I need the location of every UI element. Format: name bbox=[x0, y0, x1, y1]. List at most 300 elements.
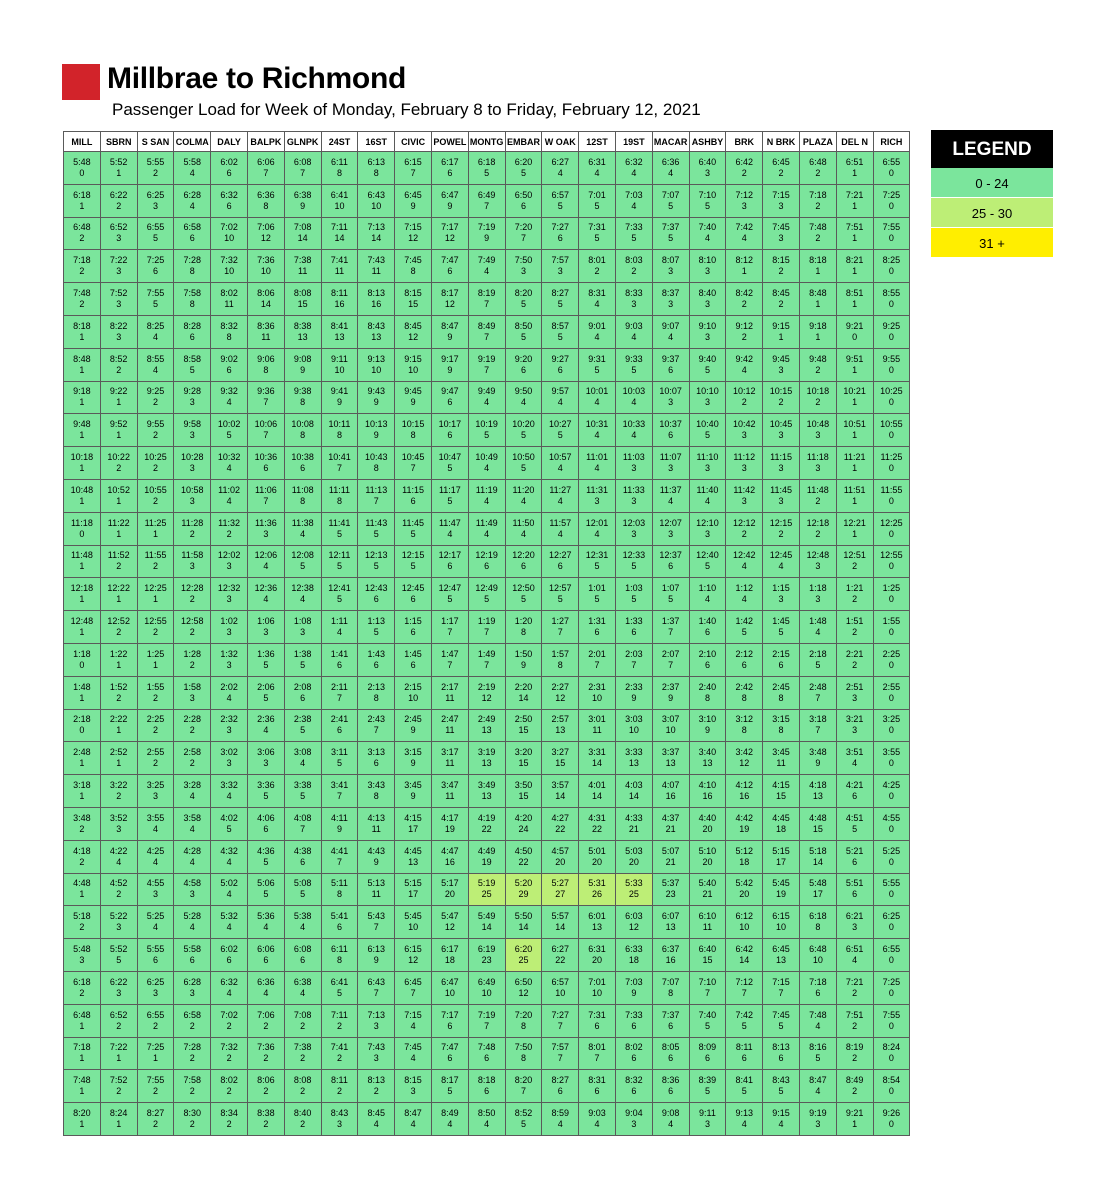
passenger-load: 3 bbox=[520, 266, 526, 277]
passenger-load: 4 bbox=[226, 397, 232, 408]
load-cell bbox=[689, 873, 726, 906]
passenger-load: 7 bbox=[631, 659, 637, 670]
passenger-load: 2 bbox=[152, 430, 158, 441]
load-cell bbox=[468, 873, 505, 906]
load-cell bbox=[726, 906, 763, 939]
passenger-load: 6 bbox=[815, 987, 821, 998]
load-cell bbox=[431, 479, 468, 512]
passenger-load: 6 bbox=[410, 594, 416, 605]
load-cell bbox=[64, 315, 101, 348]
load-cell bbox=[358, 414, 395, 447]
passenger-load: 4 bbox=[410, 1020, 416, 1031]
load-cell bbox=[799, 1103, 836, 1136]
load-cell bbox=[211, 512, 248, 545]
load-cell bbox=[689, 283, 726, 316]
departure-time: 7:15 bbox=[404, 222, 422, 233]
load-cell bbox=[579, 676, 616, 709]
departure-time: 7:55 bbox=[146, 1075, 165, 1086]
load-cell bbox=[505, 512, 542, 545]
passenger-load: 2 bbox=[226, 528, 232, 539]
passenger-load: 6 bbox=[668, 1053, 674, 1064]
load-cell bbox=[799, 676, 836, 709]
departure-time: 6:49 bbox=[477, 189, 496, 200]
passenger-load: 0 bbox=[888, 627, 894, 638]
departure-time: 4:57 bbox=[551, 845, 570, 856]
passenger-load: 7 bbox=[815, 725, 821, 736]
load-cell bbox=[689, 1004, 726, 1037]
passenger-load: 6 bbox=[152, 266, 158, 277]
passenger-load: 4 bbox=[226, 922, 232, 933]
load-cell bbox=[395, 709, 432, 742]
departure-time: 1:37 bbox=[661, 616, 680, 627]
departure-time: 1:43 bbox=[367, 648, 386, 659]
passenger-load: 5 bbox=[336, 561, 342, 572]
departure-time: 11:38 bbox=[291, 517, 314, 528]
departure-time: 5:21 bbox=[845, 845, 864, 856]
departure-time: 8:31 bbox=[588, 1075, 606, 1086]
departure-time: 1:27 bbox=[551, 616, 570, 627]
load-cell bbox=[358, 315, 395, 348]
load-cell bbox=[873, 643, 910, 676]
trip-row bbox=[64, 676, 910, 709]
load-cell bbox=[873, 1004, 910, 1037]
load-cell bbox=[174, 971, 211, 1004]
departure-time: 3:19 bbox=[477, 747, 496, 758]
passenger-load: 2 bbox=[300, 1020, 306, 1031]
passenger-load: 8 bbox=[226, 331, 232, 342]
load-cell bbox=[395, 643, 432, 676]
load-cell bbox=[358, 545, 395, 578]
passenger-load: 2 bbox=[79, 266, 85, 277]
passenger-load: 5 bbox=[484, 594, 490, 605]
departure-time: 10:17 bbox=[438, 419, 462, 430]
passenger-load: 7 bbox=[778, 987, 784, 998]
departure-time: 7:55 bbox=[882, 222, 901, 233]
load-cell bbox=[505, 152, 542, 185]
departure-time: 7:51 bbox=[845, 1009, 864, 1020]
departure-time: 8:06 bbox=[257, 1075, 275, 1086]
departure-time: 5:37 bbox=[661, 878, 680, 889]
departure-time: 4:21 bbox=[845, 780, 864, 791]
departure-time: 9:36 bbox=[257, 386, 275, 397]
departure-time: 3:03 bbox=[625, 714, 643, 725]
load-cell bbox=[174, 152, 211, 185]
load-cell bbox=[137, 1103, 174, 1136]
load-cell bbox=[100, 217, 137, 250]
departure-time: 1:01 bbox=[588, 583, 606, 594]
passenger-load: 0 bbox=[888, 528, 894, 539]
departure-time: 9:06 bbox=[257, 353, 275, 364]
station-header: CIVIC bbox=[395, 132, 432, 152]
passenger-load: 4 bbox=[741, 594, 747, 605]
load-cell bbox=[468, 840, 505, 873]
departure-time: 6:33 bbox=[625, 944, 643, 955]
passenger-load: 12 bbox=[408, 233, 419, 244]
passenger-load: 3 bbox=[116, 233, 122, 244]
load-cell bbox=[284, 578, 321, 611]
departure-time: 8:15 bbox=[404, 1075, 422, 1086]
passenger-load: 4 bbox=[373, 1119, 379, 1129]
departure-time: 6:32 bbox=[220, 189, 238, 200]
departure-time: 10:47 bbox=[438, 452, 462, 463]
passenger-load: 13 bbox=[665, 922, 676, 933]
departure-time: 7:48 bbox=[73, 1075, 91, 1086]
passenger-load: 5 bbox=[373, 627, 379, 638]
load-cell bbox=[615, 643, 652, 676]
load-cell bbox=[211, 939, 248, 972]
load-cell bbox=[431, 1004, 468, 1037]
departure-time: 9:31 bbox=[588, 353, 606, 364]
passenger-load: 4 bbox=[189, 823, 195, 834]
load-cell bbox=[579, 840, 616, 873]
departure-time: 7:28 bbox=[183, 1042, 202, 1053]
passenger-load: 4 bbox=[447, 1119, 453, 1129]
passenger-load: 6 bbox=[336, 659, 342, 670]
load-cell bbox=[284, 840, 321, 873]
passenger-load: 14 bbox=[481, 922, 492, 933]
departure-time: 3:40 bbox=[698, 747, 717, 758]
departure-time: 8:15 bbox=[772, 255, 790, 266]
load-cell bbox=[763, 184, 800, 217]
load-cell bbox=[64, 545, 101, 578]
passenger-load: 7 bbox=[557, 1053, 563, 1064]
passenger-load: 4 bbox=[778, 1119, 784, 1129]
passenger-load: 2 bbox=[852, 1020, 858, 1031]
passenger-load: 4 bbox=[226, 856, 232, 867]
passenger-load: 14 bbox=[518, 692, 529, 703]
load-cell bbox=[579, 250, 616, 283]
load-cell bbox=[358, 873, 395, 906]
load-cell bbox=[505, 611, 542, 644]
load-cell bbox=[431, 217, 468, 250]
departure-time: 4:13 bbox=[367, 812, 386, 823]
passenger-load: 9 bbox=[410, 758, 416, 769]
load-cell bbox=[64, 676, 101, 709]
load-cell bbox=[431, 512, 468, 545]
passenger-load: 12 bbox=[628, 922, 639, 933]
departure-time: 10:38 bbox=[291, 452, 314, 463]
passenger-load: 5 bbox=[373, 528, 379, 539]
departure-time: 8:02 bbox=[220, 288, 238, 299]
load-cell bbox=[873, 742, 910, 775]
passenger-load: 5 bbox=[520, 463, 526, 474]
passenger-load: 0 bbox=[79, 167, 85, 178]
trip-row bbox=[64, 447, 910, 480]
departure-time: 11:58 bbox=[181, 550, 204, 561]
passenger-load: 2 bbox=[778, 397, 784, 408]
passenger-load: 0 bbox=[888, 889, 894, 900]
load-cell bbox=[395, 1004, 432, 1037]
departure-time: 11:07 bbox=[659, 452, 682, 463]
departure-time: 6:40 bbox=[698, 944, 717, 955]
load-cell bbox=[100, 479, 137, 512]
passenger-load: 2 bbox=[778, 167, 784, 178]
passenger-load: 15 bbox=[812, 823, 823, 834]
departure-time: 11:37 bbox=[659, 484, 682, 495]
load-cell bbox=[505, 939, 542, 972]
departure-time: 8:32 bbox=[220, 320, 238, 331]
passenger-load: 5 bbox=[447, 594, 453, 605]
departure-time: 12:02 bbox=[217, 550, 241, 561]
passenger-load: 6 bbox=[447, 561, 453, 572]
departure-time: 2:03 bbox=[625, 648, 643, 659]
departure-time: 1:15 bbox=[772, 583, 790, 594]
departure-time: 10:11 bbox=[328, 419, 351, 430]
load-cell bbox=[873, 152, 910, 185]
passenger-load: 20 bbox=[444, 889, 455, 900]
departure-time: 10:22 bbox=[107, 452, 130, 463]
load-cell bbox=[321, 545, 358, 578]
passenger-load: 9 bbox=[373, 856, 379, 867]
trip-row bbox=[64, 545, 910, 578]
load-cell bbox=[64, 971, 101, 1004]
load-cell bbox=[726, 840, 763, 873]
passenger-load: 2 bbox=[815, 495, 821, 506]
trip-row bbox=[64, 611, 910, 644]
departure-time: 8:18 bbox=[809, 255, 827, 266]
load-cell bbox=[542, 709, 579, 742]
departure-time: 7:06 bbox=[257, 1009, 275, 1020]
passenger-load: 14 bbox=[297, 233, 308, 244]
passenger-load: 5 bbox=[704, 1020, 710, 1031]
load-cell bbox=[211, 709, 248, 742]
departure-time: 9:40 bbox=[698, 353, 717, 364]
passenger-load: 1 bbox=[116, 594, 122, 605]
load-cell bbox=[137, 971, 174, 1004]
load-cell bbox=[726, 1037, 763, 1070]
passenger-load: 2 bbox=[741, 299, 747, 310]
load-cell bbox=[763, 611, 800, 644]
passenger-load: 4 bbox=[557, 463, 563, 474]
load-cell bbox=[615, 545, 652, 578]
passenger-load: 6 bbox=[631, 627, 637, 638]
load-cell bbox=[726, 283, 763, 316]
departure-time: 8:22 bbox=[109, 320, 128, 331]
load-cell bbox=[579, 414, 616, 447]
departure-time: 7:28 bbox=[183, 255, 202, 266]
departure-time: 8:54 bbox=[882, 1075, 901, 1086]
passenger-load: 1 bbox=[79, 561, 85, 572]
passenger-load: 7 bbox=[484, 200, 490, 211]
passenger-load: 4 bbox=[668, 167, 674, 178]
departure-time: 8:18 bbox=[477, 1075, 496, 1086]
load-cell bbox=[542, 971, 579, 1004]
passenger-load: 7 bbox=[263, 167, 269, 178]
passenger-load: 1 bbox=[815, 331, 821, 342]
departure-time: 6:11 bbox=[331, 156, 348, 167]
passenger-load: 7 bbox=[410, 987, 416, 998]
load-cell bbox=[100, 939, 137, 972]
departure-time: 3:41 bbox=[330, 780, 349, 791]
passenger-load: 9 bbox=[336, 823, 342, 834]
passenger-load: 4 bbox=[631, 167, 637, 178]
load-cell bbox=[321, 283, 358, 316]
trip-row bbox=[64, 807, 910, 840]
passenger-load: 2 bbox=[226, 1020, 232, 1031]
departure-time: 2:50 bbox=[514, 714, 533, 725]
load-cell bbox=[799, 348, 836, 381]
departure-time: 8:20 bbox=[514, 288, 533, 299]
departure-time: 6:51 bbox=[845, 944, 864, 955]
load-cell bbox=[468, 315, 505, 348]
passenger-load: 15 bbox=[518, 725, 529, 736]
station-header: MONTG bbox=[468, 132, 505, 152]
load-cell bbox=[836, 939, 873, 972]
departure-time: 2:28 bbox=[183, 714, 202, 725]
departure-time: 10:01 bbox=[585, 386, 609, 397]
passenger-load: 0 bbox=[888, 856, 894, 867]
departure-time: 9:08 bbox=[293, 353, 312, 364]
load-cell bbox=[873, 1037, 910, 1070]
passenger-load: 3 bbox=[852, 725, 858, 736]
load-cell bbox=[247, 775, 284, 808]
load-cell bbox=[652, 512, 689, 545]
passenger-load: 4 bbox=[484, 463, 490, 474]
passenger-load: 9 bbox=[447, 364, 453, 375]
load-cell bbox=[505, 315, 542, 348]
load-cell bbox=[615, 840, 652, 873]
passenger-load: 16 bbox=[739, 791, 750, 802]
departure-time: 2:02 bbox=[220, 681, 238, 692]
departure-time: 11:06 bbox=[254, 484, 277, 495]
departure-time: 3:55 bbox=[146, 812, 165, 823]
load-cell bbox=[615, 742, 652, 775]
load-cell bbox=[358, 643, 395, 676]
passenger-load: 4 bbox=[594, 1119, 600, 1129]
passenger-load: 4 bbox=[594, 167, 600, 178]
passenger-load: 8 bbox=[189, 299, 195, 310]
load-cell bbox=[174, 1004, 211, 1037]
load-cell bbox=[652, 643, 689, 676]
departure-time: 12:06 bbox=[254, 550, 278, 561]
load-cell bbox=[321, 1070, 358, 1103]
passenger-load: 8 bbox=[704, 692, 710, 703]
departure-time: 1:52 bbox=[109, 681, 128, 692]
passenger-load: 1 bbox=[152, 594, 158, 605]
departure-time: 12:45 bbox=[769, 550, 793, 561]
passenger-load: 7 bbox=[520, 233, 526, 244]
passenger-load: 11 bbox=[445, 791, 455, 802]
passenger-load: 11 bbox=[371, 889, 381, 900]
station-header: S SAN bbox=[137, 132, 174, 152]
passenger-load: 6 bbox=[852, 791, 858, 802]
departure-time: 4:50 bbox=[514, 845, 533, 856]
departure-time: 6:45 bbox=[404, 189, 422, 200]
passenger-load: 7 bbox=[336, 856, 342, 867]
station-header: COLMA bbox=[174, 132, 211, 152]
load-cell bbox=[395, 414, 432, 447]
passenger-load: 0 bbox=[888, 758, 894, 769]
load-cell bbox=[247, 807, 284, 840]
load-cell bbox=[247, 283, 284, 316]
passenger-load: 6 bbox=[300, 955, 306, 966]
passenger-load: 5 bbox=[741, 1020, 747, 1031]
passenger-load: 6 bbox=[557, 364, 563, 375]
departure-time: 11:43 bbox=[365, 517, 388, 528]
load-cell bbox=[799, 611, 836, 644]
passenger-load: 10 bbox=[224, 233, 235, 244]
departure-time: 8:48 bbox=[73, 353, 91, 364]
trip-row bbox=[64, 414, 910, 447]
load-cell bbox=[395, 742, 432, 775]
passenger-load: 2 bbox=[852, 627, 858, 638]
departure-time: 7:38 bbox=[293, 255, 312, 266]
load-cell bbox=[358, 1103, 395, 1136]
load-cell bbox=[137, 381, 174, 414]
passenger-load: 12 bbox=[444, 922, 455, 933]
load-cell bbox=[689, 676, 726, 709]
load-cell bbox=[689, 217, 726, 250]
trip-row bbox=[64, 906, 910, 939]
trip-row bbox=[64, 939, 910, 972]
passenger-load: 1 bbox=[79, 758, 85, 769]
load-cell bbox=[615, 315, 652, 348]
passenger-load: 3 bbox=[594, 495, 600, 506]
departure-time: 6:50 bbox=[514, 976, 533, 987]
passenger-load: 6 bbox=[557, 1086, 563, 1097]
passenger-load: 6 bbox=[373, 594, 379, 605]
passenger-load: 1 bbox=[116, 1119, 122, 1129]
load-cell bbox=[689, 939, 726, 972]
departure-time: 8:08 bbox=[293, 288, 312, 299]
load-cell bbox=[100, 676, 137, 709]
load-cell bbox=[468, 807, 505, 840]
passenger-load: 1 bbox=[79, 1119, 85, 1129]
load-cell bbox=[652, 217, 689, 250]
passenger-load: 4 bbox=[300, 922, 306, 933]
departure-time: 7:36 bbox=[257, 255, 275, 266]
departure-time: 8:50 bbox=[477, 1108, 496, 1118]
load-cell bbox=[579, 381, 616, 414]
passenger-load: 6 bbox=[189, 955, 195, 966]
passenger-load: 15 bbox=[518, 791, 529, 802]
departure-time: 12:03 bbox=[622, 517, 646, 528]
passenger-load: 2 bbox=[815, 233, 821, 244]
load-cell bbox=[395, 578, 432, 611]
departure-time: 3:49 bbox=[477, 780, 496, 791]
load-cell bbox=[100, 1103, 137, 1136]
load-cell bbox=[763, 1070, 800, 1103]
passenger-load: 1 bbox=[116, 758, 122, 769]
departure-time: 9:25 bbox=[882, 320, 901, 331]
passenger-load: 13 bbox=[481, 758, 492, 769]
passenger-load: 3 bbox=[116, 987, 122, 998]
departure-time: 6:41 bbox=[330, 976, 349, 987]
departure-time: 2:45 bbox=[772, 681, 790, 692]
load-cell bbox=[284, 906, 321, 939]
load-cell bbox=[468, 906, 505, 939]
load-cell bbox=[836, 676, 873, 709]
load-cell bbox=[64, 807, 101, 840]
departure-time: 3:21 bbox=[845, 714, 864, 725]
passenger-load: 6 bbox=[484, 1086, 490, 1097]
departure-time: 5:45 bbox=[404, 911, 422, 922]
load-cell bbox=[726, 643, 763, 676]
passenger-load: 7 bbox=[668, 627, 674, 638]
passenger-load: 0 bbox=[888, 791, 894, 802]
load-cell bbox=[468, 545, 505, 578]
passenger-load: 2 bbox=[226, 1053, 232, 1064]
load-cell bbox=[763, 1103, 800, 1136]
load-cell bbox=[763, 381, 800, 414]
passenger-load: 2 bbox=[815, 528, 821, 539]
passenger-load: 1 bbox=[152, 1053, 158, 1064]
load-cell bbox=[211, 217, 248, 250]
passenger-load: 18 bbox=[444, 955, 455, 966]
passenger-load: 3 bbox=[778, 463, 784, 474]
passenger-load: 6 bbox=[336, 922, 342, 933]
load-cell bbox=[799, 479, 836, 512]
